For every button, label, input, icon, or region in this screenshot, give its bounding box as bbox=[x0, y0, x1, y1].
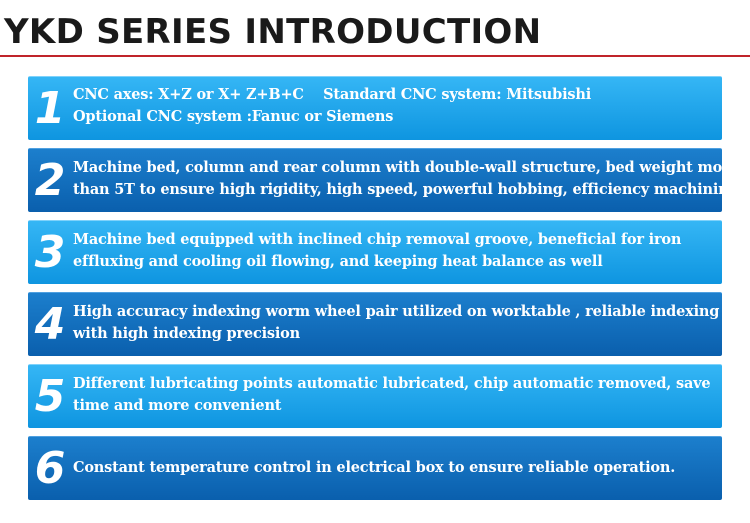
feature-panel-2 bbox=[28, 148, 739, 212]
feature-5-line-2: time and more convenient bbox=[73, 397, 282, 414]
feature-text-2 bbox=[73, 157, 739, 201]
title-divider bbox=[0, 55, 750, 57]
feature-text-6 bbox=[73, 457, 714, 479]
feature-panel-5 bbox=[28, 364, 722, 428]
feature-4-line-2: with high indexing precision bbox=[73, 325, 300, 342]
feature-4-line-1: High accuracy indexing worm wheel pair utilized on worktable , reliable indexing bbox=[73, 303, 720, 320]
feature-5-line-1: Different lubricating points automatic lubricated, chip automatic removed, save bbox=[73, 375, 711, 392]
feature-2-line-1: Machine bed, column and rear column with double-wall structure, bed weight more bbox=[73, 159, 739, 176]
feature-1-line-1: CNC axes: X+Z or X+ Z+B+C Standard CNC system: Mitsubishi bbox=[73, 86, 592, 103]
feature-number-2: 2 bbox=[34, 155, 66, 206]
feature-number-4: 4 bbox=[34, 299, 66, 350]
feature-panel-4 bbox=[28, 292, 722, 356]
feature-number-5: 5 bbox=[34, 371, 66, 422]
page-title: YKD SERIES INTRODUCTION bbox=[4, 12, 542, 52]
feature-6-line-1: Constant temperature control in electrical box to ensure reliable operation. bbox=[73, 459, 676, 476]
feature-3-line-2: effluxing and cooling oil flowing, and keeping heat balance as well bbox=[73, 253, 603, 270]
feature-text-3 bbox=[73, 229, 714, 273]
feature-text-1 bbox=[73, 84, 714, 128]
feature-number-6: 6 bbox=[34, 443, 66, 494]
feature-text-4 bbox=[73, 301, 720, 345]
feature-text-5 bbox=[73, 373, 714, 417]
feature-panel-1 bbox=[28, 76, 722, 140]
feature-3-line-1: Machine bed equipped with inclined chip removal groove, beneficial for iron bbox=[73, 231, 682, 248]
feature-2-line-2: than 5T to ensure high rigidity, high speed, powerful hobbing, efficiency machining bbox=[73, 181, 739, 198]
feature-1-line-2: Optional CNC system :Fanuc or Siemens bbox=[73, 108, 394, 125]
feature-number-1: 1 bbox=[34, 83, 66, 134]
feature-panel-6 bbox=[28, 436, 722, 500]
feature-number-3: 3 bbox=[34, 227, 66, 278]
feature-panel-3 bbox=[28, 220, 722, 284]
